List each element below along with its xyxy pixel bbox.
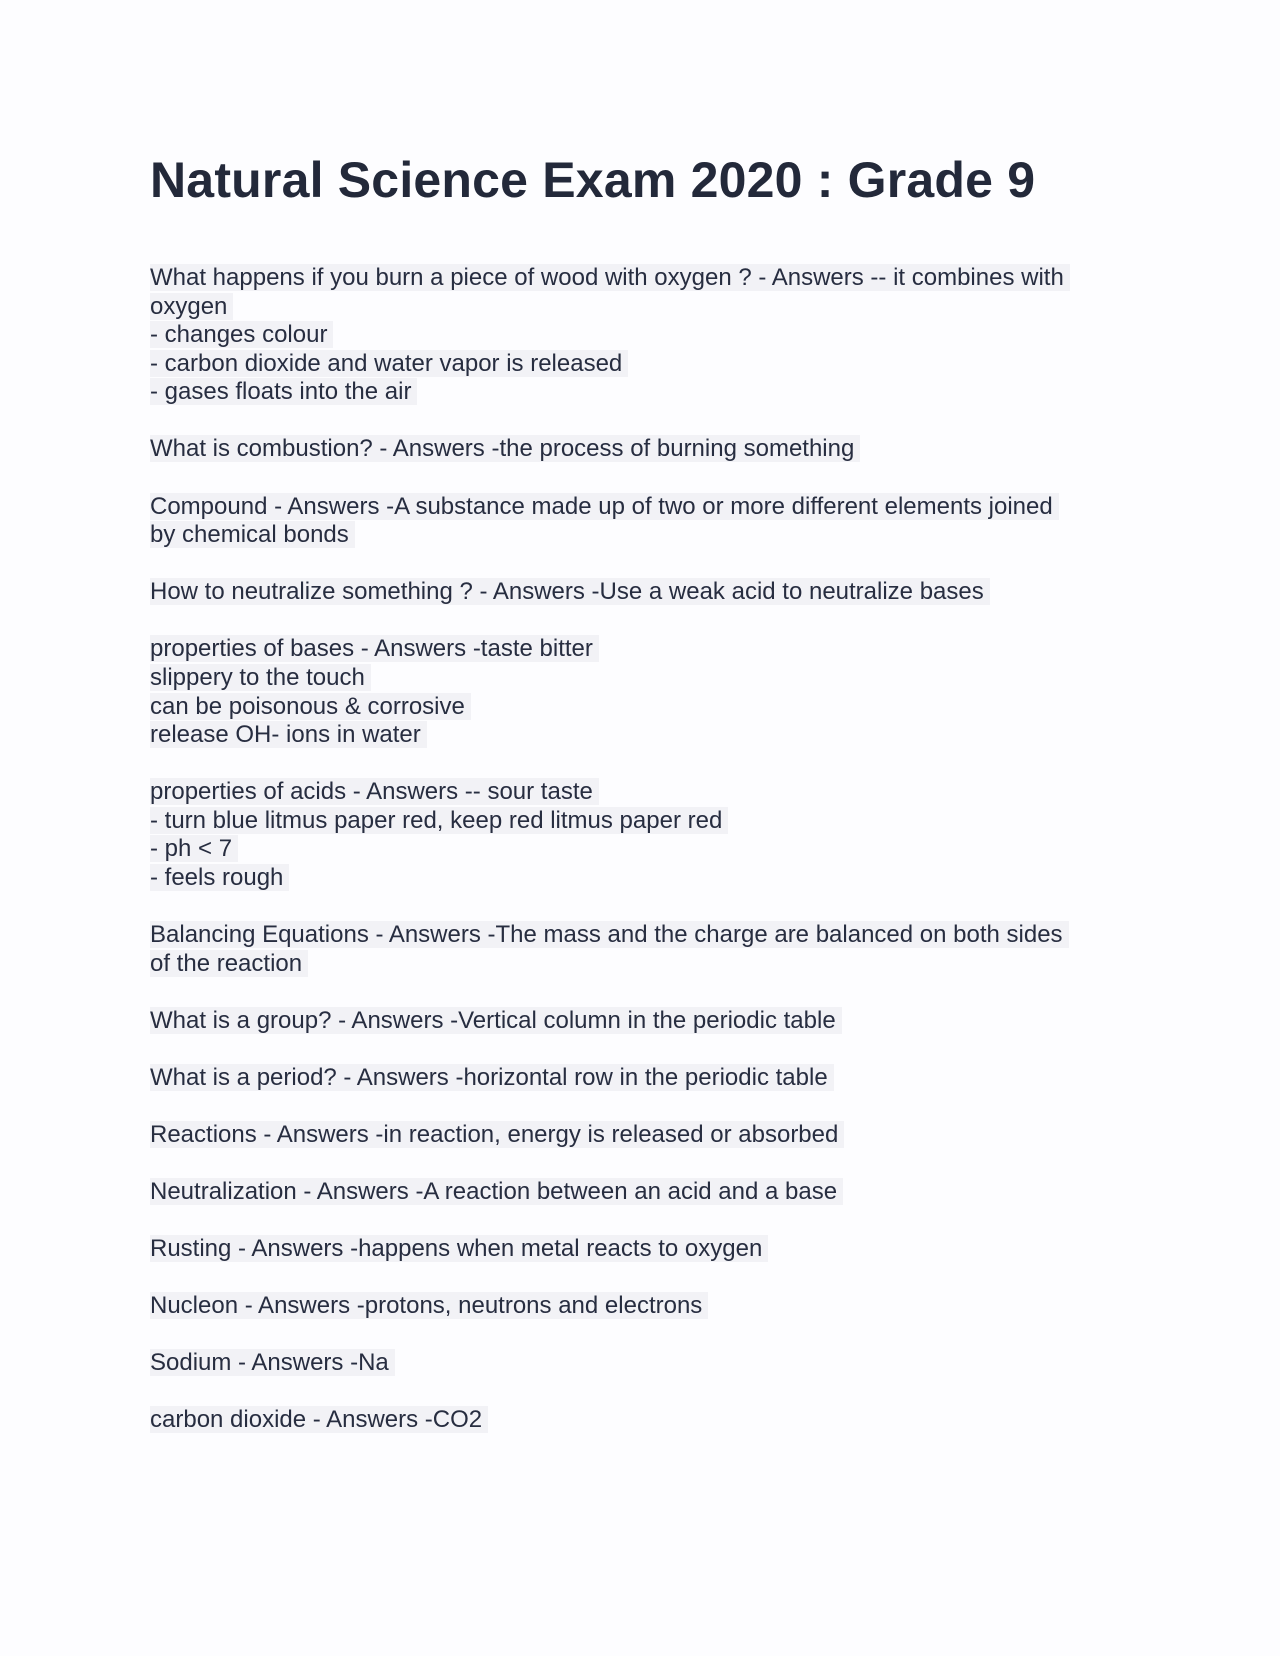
document-page <box>150 148 1130 1464</box>
qa-line-text: Sodium - Answers -Na <box>150 1349 395 1376</box>
qa-line <box>150 1235 1130 1264</box>
qa-line-text: Nucleon - Answers -protons, neutrons and electrons <box>150 1292 708 1319</box>
qa-line-text: Neutralization - Answers -A reaction between an acid and a base <box>150 1178 843 1205</box>
qa-line <box>150 1292 1130 1321</box>
qa-line <box>150 635 1130 664</box>
qa-line <box>150 493 1130 522</box>
qa-line <box>150 921 1130 950</box>
qa-line <box>150 950 1130 979</box>
qa-line-text: - ph < 7 <box>150 835 238 862</box>
qa-line <box>150 1349 1130 1378</box>
qa-line <box>150 864 1130 893</box>
qa-line-text: carbon dioxide - Answers -CO2 <box>150 1406 488 1433</box>
qa-line-text: - gases floats into the air <box>150 378 417 405</box>
qa-entry <box>150 1349 1130 1378</box>
qa-entry <box>150 921 1130 978</box>
qa-line-text: can be poisonous & corrosive <box>150 693 471 720</box>
qa-line <box>150 1406 1130 1435</box>
qa-line-text: by chemical bonds <box>150 521 355 548</box>
qa-line-text: Rusting - Answers -happens when metal reacts to oxygen <box>150 1235 768 1262</box>
qa-entry <box>150 1121 1130 1150</box>
qa-entry <box>150 635 1130 749</box>
qa-entry <box>150 1064 1130 1093</box>
qa-line-text: What happens if you burn a piece of wood with oxygen ? - Answers -- it combines with <box>150 264 1070 291</box>
qa-line <box>150 778 1130 807</box>
qa-line <box>150 807 1130 836</box>
qa-line <box>150 578 1130 607</box>
qa-line-text: How to neutralize something ? - Answers -Use a weak acid to neutralize bases <box>150 578 990 605</box>
qa-entry <box>150 264 1130 407</box>
qa-entry <box>150 1406 1130 1435</box>
page-title: Natural Science Exam 2020 : Grade 9 <box>150 152 1036 208</box>
qa-line-text: What is combustion? - Answers -the process of burning something <box>150 435 860 462</box>
qa-line-text: of the reaction <box>150 950 308 977</box>
qa-entry <box>150 778 1130 892</box>
qa-line-text: release OH- ions in water <box>150 721 427 748</box>
qa-line <box>150 835 1130 864</box>
qa-line <box>150 435 1130 464</box>
qa-entry <box>150 1292 1130 1321</box>
qa-line-text: - feels rough <box>150 864 289 891</box>
qa-line-text: slippery to the touch <box>150 664 371 691</box>
qa-line <box>150 721 1130 750</box>
qa-entry <box>150 1178 1130 1207</box>
qa-line-text: Reactions - Answers -in reaction, energy is released or absorbed <box>150 1121 844 1148</box>
qa-list <box>150 264 1130 1435</box>
qa-line-text: What is a period? - Answers -horizontal row in the periodic table <box>150 1064 834 1091</box>
qa-entry <box>150 493 1130 550</box>
qa-line <box>150 1121 1130 1150</box>
qa-line <box>150 693 1130 722</box>
qa-entry <box>150 435 1130 464</box>
qa-entry <box>150 578 1130 607</box>
qa-line-text: oxygen <box>150 293 233 320</box>
qa-line-text: What is a group? - Answers -Vertical column in the periodic table <box>150 1007 842 1034</box>
qa-line-text: - carbon dioxide and water vapor is released <box>150 350 628 377</box>
qa-line <box>150 378 1130 407</box>
qa-line <box>150 1064 1130 1093</box>
qa-line-text: - turn blue litmus paper red, keep red litmus paper red <box>150 807 728 834</box>
qa-line <box>150 521 1130 550</box>
qa-line-text: Compound - Answers -A substance made up of two or more different elements joined <box>150 493 1059 520</box>
qa-line-text: - changes colour <box>150 321 333 348</box>
qa-line <box>150 1007 1130 1036</box>
qa-entry <box>150 1235 1130 1264</box>
qa-line-text: properties of acids - Answers -- sour taste <box>150 778 599 805</box>
qa-line-text: properties of bases - Answers -taste bitter <box>150 635 599 662</box>
qa-line <box>150 664 1130 693</box>
qa-line <box>150 293 1130 322</box>
qa-line <box>150 321 1130 350</box>
qa-line-text: Balancing Equations - Answers -The mass and the charge are balanced on both sides <box>150 921 1069 948</box>
qa-line <box>150 350 1130 379</box>
qa-line <box>150 264 1130 293</box>
qa-entry <box>150 1007 1130 1036</box>
qa-line <box>150 1178 1130 1207</box>
